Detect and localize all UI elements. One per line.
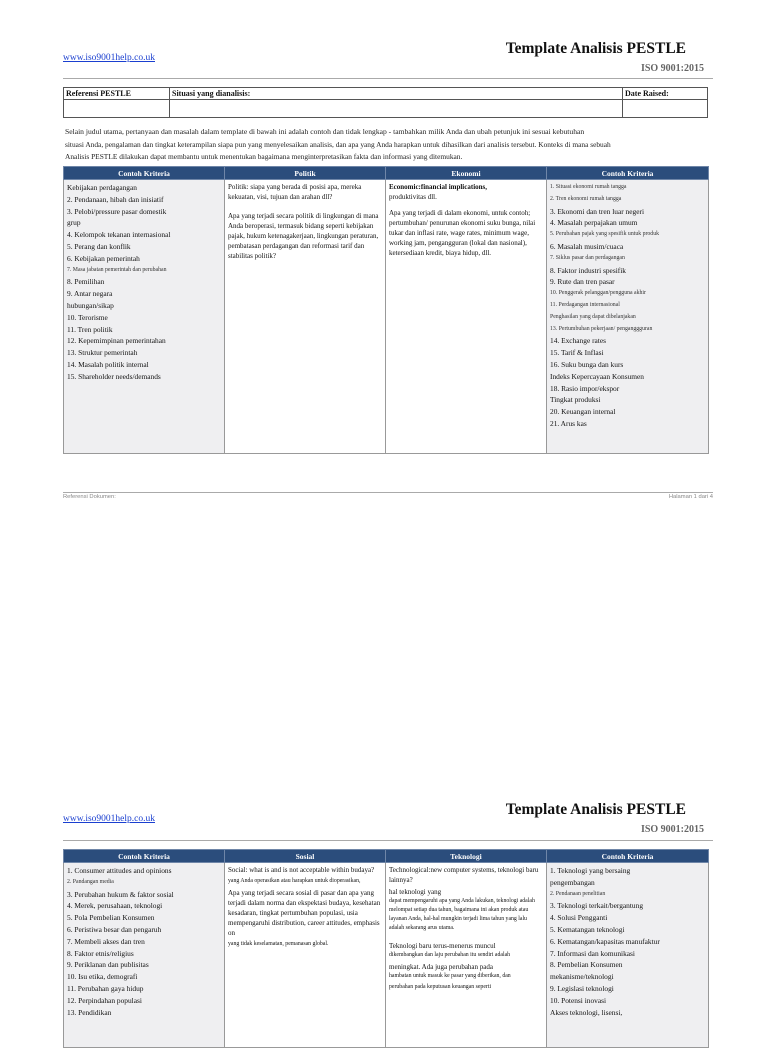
situation-value-cell[interactable] [170,100,623,118]
criteria-item: 3. Perubahan hukum & faktor sosial [67,889,174,899]
standard-label-2: ISO 9001:2015 [640,824,704,835]
pestle-grid-page-2 [63,849,709,1048]
criteria-item: 8. Pembelian Konsumen [550,960,623,970]
teknologi-para-1: Technological:new computer systems, teknologi baru lainnya? [389,866,539,884]
header-politik: Politik [225,167,386,180]
criteria-item: Kebijakan perdagangan [67,183,137,192]
teknologi-para-small: dapat mempengaruhi apa yang Anda lakukan, teknologi adalah melompat setiap dua tahun, bagaimana ini akan produk atau layanan Anda, hal-hal mungkin terjadi lima tahun yang lalu adalah sekarang arus utama. [389,898,535,931]
criteria-item: 4. Merek, perusahaan, teknologi [67,901,163,911]
criteria-item: 14. Exchange rates [550,336,607,346]
criteria-item: 2. Pandangan media [67,878,114,885]
sosial-para-2: Apa yang terjadi secara sosial di pasar dan apa yang terjadi dalam norma dan ekspektasi budaya, kesehatan kesadaran, tingkat pertumbuhan populasi, usia mempengaruhi distribution, career attitudes, emphasis on [228,889,381,937]
ref-label: Referensi PESTLE [64,88,170,100]
criteria-technology-list [547,863,709,1048]
criteria-item: 4. Kelompok tekanan internasional [67,230,171,240]
teknologi-para-3-small: dikembangkan dan laju perubahan itu sendiri adalah [389,952,511,958]
reference-table [63,87,708,118]
document-page-1 [0,0,768,516]
criteria-item: 1. Situasi ekonomi rumah tangga [550,184,627,190]
ekonomi-para-1: Economic:financial implications, produktivitas dll. [389,183,487,201]
criteria-item: 10. Potensi inovasi [550,995,607,1005]
criteria-item: Indeks Kepercayaan Konsumen [550,371,644,381]
document-title-2: Template Analisis PESTLE [505,801,686,818]
criteria-item: 2. Pendanaan, hibah dan inisiatif [67,194,164,204]
teknologi-para-5: perubahan pada keputusan keuangan seperti [389,984,492,990]
criteria-item: 16. Suku bunga dan kurs [550,359,624,369]
criteria-item: Akses teknologi, lisensi, [550,1007,623,1017]
criteria-item: 18. Rasio impor/ekspor [550,383,620,393]
criteria-item: 2. Tren ekonomi rumah tangga [550,195,622,202]
header-ekonomi: Ekonomi [386,167,547,180]
footer-divider [63,492,713,493]
website-link-2[interactable]: www.iso9001help.co.uk [63,814,155,824]
criteria-item: grup [67,218,81,228]
intro-line-2: situasi Anda, pengalaman dan tingkat keterampilan siapa pun yang menyelesaikan analisis, dan apa yang Anda harapkan untuk dihasilkan dari analisis tersebut. Konteks di mana sebuah [65,139,611,149]
criteria-item: 4. Masalah perpajakan umum [550,218,638,228]
intro-line-1: Selain judul utama, pertanyaan dan masalah dalam template di bawah ini adalah contoh dan tidak lengkap - tambahkan milik Anda dan ubah petunjuk ini sesuai kebutuhan [65,127,585,136]
header-teknologi: Teknologi [386,850,547,863]
politik-cell[interactable] [225,180,386,454]
criteria-social-list [64,863,225,1048]
criteria-item: 11. Perubahan gaya hidup [67,983,144,993]
criteria-item: 15. Tarif & Inflasi [550,348,604,358]
criteria-item: 6. Kebijakan pemerintah [67,253,140,263]
criteria-item: 6. Kematangan/kapasitas manufaktur [550,936,660,946]
criteria-item: 9. Antar negara [67,289,113,299]
politik-para-2: Apa yang terjadi secara politik di lingkungan di mana Anda beroperasi, termasuk bidang seperti kebijakan pajak, hukum ketenagakerjaan, lingkungan peraturan, pembatasan perdagangan dan reformasi tarif dan stabilitas politik? [228,212,379,260]
teknologi-para-4-small: hambatan untuk masuk ke pasar yang diberikan, dan [389,973,511,979]
criteria-item: 13. Struktur pemerintah [67,348,138,358]
teknologi-para-3: Teknologi baru terus-menerus muncul [389,942,496,950]
header-divider-2 [63,840,713,841]
criteria-item: 9. Periklanan dan publisitas [67,960,149,970]
teknologi-para-2: hal teknologi yang [389,888,442,896]
criteria-item: 9. Rute dan tren pasar [550,277,615,287]
criteria-item: mekanisme/teknologi [550,972,614,982]
politik-para-1: Politik: siapa yang berada di posisi apa, mereka kekuatan, visi, tujuan dan arahan dll? [228,183,362,201]
criteria-item: 1. Teknologi yang bersaing [550,866,631,875]
criteria-item: 6. Peristiwa besar dan pengaruh [67,924,162,934]
criteria-item: 10. Isu etika, demografi [67,972,138,982]
standard-label: ISO 9001:2015 [640,63,704,74]
ref-value-cell[interactable] [64,100,170,118]
criteria-item: 3. Teknologi terkait/bergantung [550,901,644,911]
document-page-2 [0,790,768,1024]
criteria-item: 11. Tren politik [67,324,113,334]
date-raised-label: Date Raised: [623,88,708,100]
criteria-item: 13. Pertumbuhan pekerjaan/ penganggguran [550,325,653,332]
footer-reference: Referensi Dokumen: [63,494,116,500]
intro-line-3: Analisis PESTLE dilakukan dapat membantu untuk menentukan bagaimana menginterpretasikan fakta dan informasi yang ditemukan. [65,152,463,161]
header-sosial: Sosial [225,850,386,863]
criteria-item: 5. Perang dan konflik [67,241,131,251]
criteria-political-list [64,180,225,454]
criteria-item: 2. Pendanaan penelitian [550,890,606,897]
criteria-item: 14. Masalah politik internal [67,359,149,369]
ekonomi-cell[interactable] [386,180,547,454]
criteria-item: 6. Masalah musim/cuaca [550,241,624,251]
criteria-item: 7. Masa jabatan pemerintah dan perubahan [67,266,167,273]
criteria-item: hubungan/sikap [67,300,114,310]
teknologi-para-4: meningkat. Ada juga perubahan pada [389,963,493,971]
website-link[interactable]: www.iso9001help.co.uk [63,53,155,63]
header-divider [63,78,713,79]
criteria-item: 5. Kematangan teknologi [550,924,625,934]
criteria-item: 15. Shareholder needs/demands [67,371,161,381]
criteria-item: 10. Terorisme [67,312,108,322]
criteria-item: 7. Informasi dan komunikasi [550,948,635,958]
criteria-item: 13. Pendidikan [67,1007,112,1017]
pestle-grid-page-1 [63,166,709,454]
criteria-item: 10. Penggerak pelanggan/pengguna akhir [550,290,646,297]
criteria-item: 12. Kepemimpinan pemerintahan [67,336,166,346]
criteria-item: 9. Legislasi teknologi [550,983,614,993]
criteria-item: 1. Consumer attitudes and opinions [67,866,172,875]
document-title: Template Analisis PESTLE [505,40,686,57]
header-criteria-right: Contoh Kriteria [547,167,709,180]
criteria-item: 8. Faktor etnis/religius [67,948,134,958]
sosial-cell[interactable] [225,863,386,1048]
header-criteria-right-2: Contoh Kriteria [547,850,709,863]
criteria-item: 7. Siklus pasar dan perdagangan [550,254,625,261]
criteria-item: 4. Solusi Pengganti [550,913,608,923]
criteria-item: pengembangan [550,877,595,887]
criteria-item: Tingkat produksi [550,395,601,405]
criteria-item: 11. Perdagangan internasional [550,301,620,308]
sosial-para-small: yang Anda operasikan atau harapkan untuk dioperasikan, [228,878,361,884]
criteria-item: Penghasilan yang dapat dibelanjakan [550,313,636,320]
criteria-item: 3. Ekonomi dan tren luar negeri [550,206,644,216]
criteria-item: 8. Faktor industri spesifik [550,265,626,275]
intro-text [65,126,710,164]
ekonomi-para-2: Apa yang terjadi di dalam ekonomi, untuk contoh; pertumbuhan/ penurunan ekonomi suku bunga, nilai tukar dan inflasi rate, wage rates, minimum wage, working jam, pengangguran (lokal dan nasional), ketersediaan kredit, biaya hidup, dll. [389,209,536,257]
teknologi-cell[interactable] [386,863,547,1048]
criteria-item: 20. Keuangan internal [550,407,616,417]
criteria-item: 12. Perpindahan populasi [67,995,142,1005]
criteria-item: 7. Membeli akses dan tren [67,936,145,946]
criteria-item: 5. Perubahan pajak yang spesifik untuk produk [550,231,659,238]
sosial-para-1: Social: what is and is not acceptable within budaya? [228,866,375,874]
header-criteria-left: Contoh Kriteria [64,167,225,180]
criteria-economic-list [547,180,709,454]
criteria-item: 21. Arus kas [550,418,587,428]
footer-page-number: Halaman 1 dari 4 [668,494,713,500]
date-value-cell[interactable] [623,100,708,118]
criteria-item: 5. Pola Pembelian Konsumen [67,913,155,923]
criteria-item: 3. Pelobi/pressure pasar domestik [67,206,167,216]
sosial-para-tail: yang tidak keselamatan, pemanasan global. [228,941,329,947]
criteria-item: 8. Pemilihan [67,277,105,287]
header-criteria-left-2: Contoh Kriteria [64,850,225,863]
situation-label: Situasi yang dianalisis: [170,88,623,100]
